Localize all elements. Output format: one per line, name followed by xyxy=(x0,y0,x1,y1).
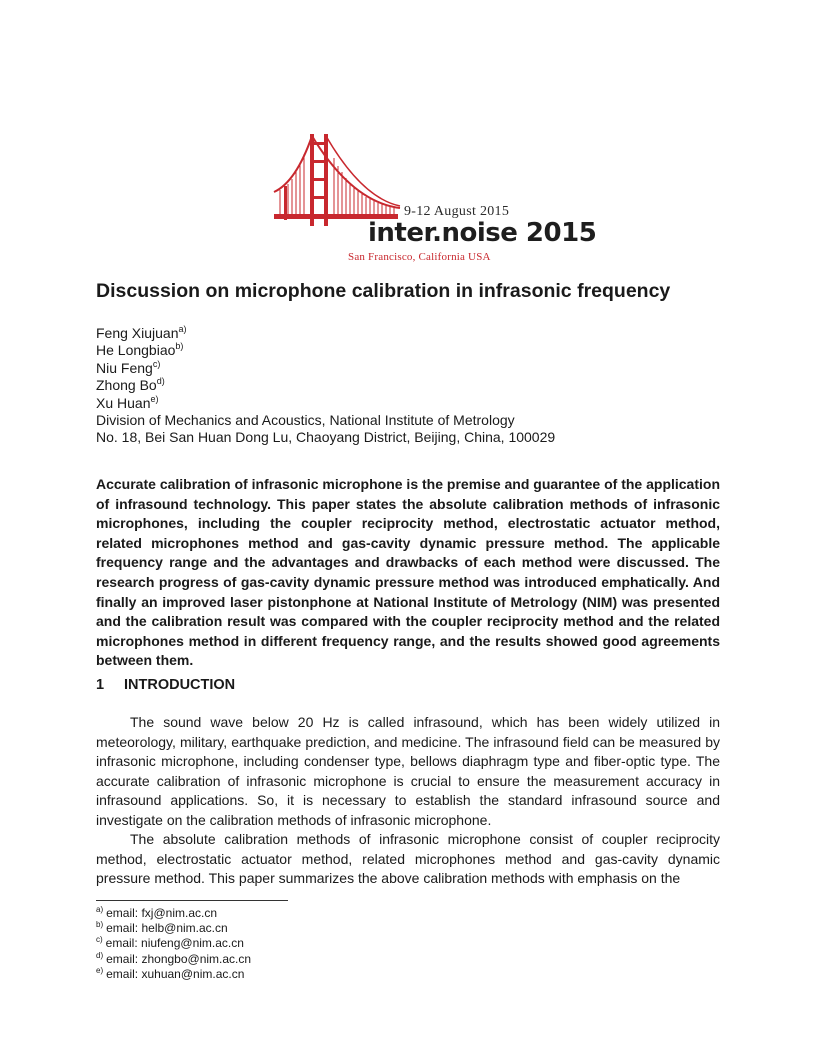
author-name: Xu Huan xyxy=(96,394,151,411)
section-number: 1 xyxy=(96,677,105,693)
footnote-email: email: helb@nim.ac.cn xyxy=(106,921,228,936)
footnote-email: email: zhongbo@nim.ac.cn xyxy=(106,951,252,966)
footnote-mark: e) xyxy=(96,965,104,975)
footnote xyxy=(96,952,251,967)
footnote xyxy=(96,936,251,951)
author-name: He Longbiao xyxy=(96,342,176,359)
section-heading xyxy=(96,677,235,693)
author xyxy=(96,325,555,342)
author-name: Feng Xiujuan xyxy=(96,325,179,341)
abstract: Accurate calibration of infrasonic microphone is the premise and guarantee of the application of infrasound technology. This paper states the absolute calibration methods of infrasonic microphones, including the coupler reciprocity method, electrostatic actuator method, related microphones method and gas-cavity dynamic pressure method. The applicable frequency range and the advantages and drawbacks of each method were discussed. The research progress of gas-cavity dynamic pressure method was introduced emphatically. And finally an improved laser pistonphone at National Institute of Metrology (NIM) was presented and the calibration result was compared with the coupler reciprocity method and the related microphones method in different frequency range, and the results showed good agreements between them. xyxy=(96,476,720,669)
conference-logo xyxy=(272,132,597,266)
body-text xyxy=(96,713,720,889)
footnote xyxy=(96,921,251,936)
footnote-mark: d) xyxy=(96,950,104,960)
author-name: Niu Feng xyxy=(96,359,153,376)
affiliation-line: No. 18, Bei San Huan Dong Lu, Chaoyang District, Beijing, China, 100029 xyxy=(96,429,556,446)
footnote xyxy=(96,967,251,982)
conference-date: 9-12 August 2015 xyxy=(404,204,510,219)
author-mark: a) xyxy=(178,324,187,334)
paragraph: The sound wave below 20 Hz is called infrasound, which has been widely utilized in meteorology, military, earthquake prediction, and medicine. The infrasound field can be measured by infrasonic microphone, including condenser type, bellows diaphragm type and fiber-optic type. The accurate calibration of infrasonic microphone is crucial to ensure the measurement accuracy in infrasound applications. So, it is necessary to establish the standard infrasound source and investigate on the calibration methods of infrasonic microphone. xyxy=(96,714,720,828)
author-mark: c) xyxy=(152,358,161,369)
paragraph: The absolute calibration methods of infrasonic microphone consist of coupler reciprocity method, electrostatic actuator method, related microphones method and gas-cavity dynamic pressure method. This paper summarizes the above calibration methods with emphasis on the xyxy=(96,831,720,886)
author-mark: e) xyxy=(150,393,159,404)
author xyxy=(96,395,555,412)
author xyxy=(96,342,555,359)
footnote-mark: a) xyxy=(96,905,104,914)
author xyxy=(96,360,555,377)
footnote-email: email: fxj@nim.ac.cn xyxy=(106,906,218,920)
author-name: Zhong Bo xyxy=(96,377,157,394)
author-block xyxy=(96,325,555,447)
footnote-mark: b) xyxy=(96,920,104,930)
paper-title: Discussion on microphone calibration in infrasonic frequency xyxy=(96,280,671,302)
conference-location: San Francisco, California USA xyxy=(348,251,491,263)
conference-name: inter.noise 2015 xyxy=(368,218,597,248)
author xyxy=(96,377,555,394)
section-title: INTRODUCTION xyxy=(124,677,236,693)
footnote-mark: c) xyxy=(96,935,103,945)
affiliation-line: Division of Mechanics and Acoustics, National Institute of Metrology xyxy=(96,412,515,429)
footnote-email: email: niufeng@nim.ac.cn xyxy=(105,936,244,951)
footnote-email: email: xuhuan@nim.ac.cn xyxy=(106,966,245,981)
author-mark: d) xyxy=(156,376,165,387)
author-mark: b) xyxy=(175,341,184,352)
footnote-divider xyxy=(96,900,288,901)
footnotes xyxy=(96,906,251,982)
footnote xyxy=(96,906,251,921)
